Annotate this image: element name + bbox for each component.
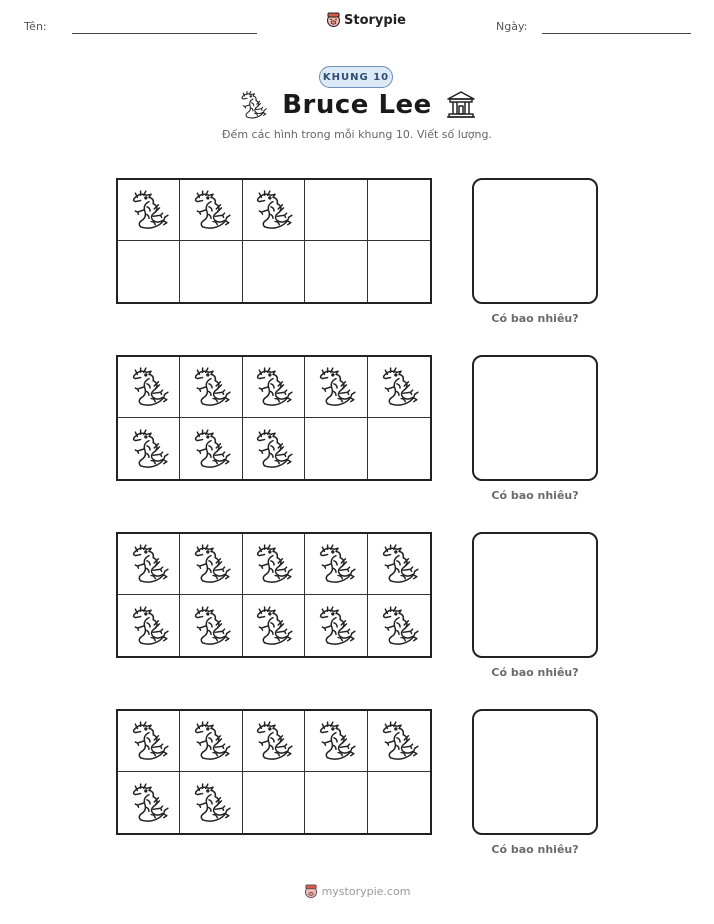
ten-frame <box>116 355 432 481</box>
ten-frame-cell <box>243 418 305 479</box>
name-label: Tên: <box>24 20 47 33</box>
ten-frame-cell <box>118 711 180 772</box>
page-title: Bruce Lee <box>282 90 432 120</box>
ten-frame <box>116 709 432 835</box>
ten-frame-cell <box>243 241 305 302</box>
ten-frame-cell <box>368 241 430 302</box>
brand-name: Storypie <box>344 12 406 28</box>
ten-frame-cell <box>118 418 180 479</box>
answer-box[interactable] <box>472 532 598 658</box>
dragon-icon <box>128 605 170 647</box>
dragon-icon <box>190 543 232 585</box>
dragon-icon <box>190 366 232 408</box>
ten-frame-cell <box>305 772 367 833</box>
answer-box[interactable] <box>472 709 598 835</box>
ten-frame-cell <box>180 180 242 241</box>
temple-icon <box>446 90 476 120</box>
dragon-icon <box>252 189 294 231</box>
ten-frame-cell <box>243 595 305 656</box>
ten-frame-cell <box>243 534 305 595</box>
ten-frame-cell <box>368 418 430 479</box>
dragon-icon <box>190 605 232 647</box>
answer-prompt: Có bao nhiêu? <box>491 489 579 502</box>
dragon-icon <box>378 605 420 647</box>
dragon-icon <box>315 720 357 762</box>
dragon-icon <box>128 543 170 585</box>
ten-frame-cell <box>180 772 242 833</box>
dragon-icon <box>128 366 170 408</box>
dragon-icon <box>190 428 232 470</box>
dragon-icon <box>378 720 420 762</box>
dragon-icon <box>252 605 294 647</box>
dragon-icon <box>315 605 357 647</box>
ten-frame-cell <box>305 357 367 418</box>
ten-frame-cell <box>118 357 180 418</box>
ten-frame-cell <box>305 534 367 595</box>
ten-frame-cell <box>305 241 367 302</box>
ten-frame-cell <box>118 241 180 302</box>
ten-frame-cell <box>243 357 305 418</box>
dragon-icon <box>252 720 294 762</box>
dragon-icon <box>378 366 420 408</box>
date-field[interactable] <box>542 33 691 34</box>
ten-frame-cell <box>368 711 430 772</box>
answer-prompt: Có bao nhiêu? <box>491 312 579 325</box>
dragon-icon <box>252 366 294 408</box>
ten-frame-cell <box>180 418 242 479</box>
ten-frame-cell <box>305 595 367 656</box>
dragon-icon <box>238 90 268 120</box>
answer-prompt: Có bao nhiêu? <box>491 843 579 856</box>
ten-frame-cell <box>243 772 305 833</box>
title-row <box>0 90 714 120</box>
instructions: Đếm các hình trong mỗi khung 10. Viết số lượng. <box>222 128 492 141</box>
brand-logo <box>326 12 406 28</box>
worksheet-type-badge: KHUNG 10 <box>319 66 393 88</box>
dragon-icon <box>252 543 294 585</box>
date-label: Ngày: <box>496 20 528 33</box>
ten-frame-cell <box>305 711 367 772</box>
ten-frame-cell <box>305 180 367 241</box>
dragon-icon <box>190 720 232 762</box>
dragon-icon <box>190 189 232 231</box>
answer-prompt: Có bao nhiêu? <box>491 666 579 679</box>
answer-box[interactable] <box>472 178 598 304</box>
dragon-icon <box>128 720 170 762</box>
footer <box>0 884 714 899</box>
ten-frame-cell <box>305 418 367 479</box>
answer-box[interactable] <box>472 355 598 481</box>
dragon-icon <box>315 543 357 585</box>
ten-frame-cell <box>368 772 430 833</box>
dragon-icon <box>190 782 232 824</box>
ten-frame-cell <box>180 534 242 595</box>
ten-frame-cell <box>180 357 242 418</box>
ten-frame-cell <box>243 711 305 772</box>
pig-mascot-icon <box>304 884 318 899</box>
ten-frame-cell <box>180 711 242 772</box>
ten-frame <box>116 178 432 304</box>
ten-frame-cell <box>118 534 180 595</box>
dragon-icon <box>252 428 294 470</box>
footer-site: mystorypie.com <box>321 885 411 898</box>
ten-frame-cell <box>180 595 242 656</box>
ten-frame-cell <box>368 595 430 656</box>
ten-frame-cell <box>368 534 430 595</box>
dragon-icon <box>378 543 420 585</box>
ten-frame-cell <box>118 772 180 833</box>
pig-mascot-icon <box>326 12 341 28</box>
ten-frame <box>116 532 432 658</box>
dragon-icon <box>128 428 170 470</box>
ten-frame-cell <box>243 180 305 241</box>
ten-frame-cell <box>368 180 430 241</box>
ten-frame-cell <box>180 241 242 302</box>
dragon-icon <box>128 189 170 231</box>
dragon-icon <box>128 782 170 824</box>
ten-frame-cell <box>118 595 180 656</box>
ten-frame-cell <box>118 180 180 241</box>
ten-frame-cell <box>368 357 430 418</box>
dragon-icon <box>315 366 357 408</box>
name-field[interactable] <box>72 33 257 34</box>
